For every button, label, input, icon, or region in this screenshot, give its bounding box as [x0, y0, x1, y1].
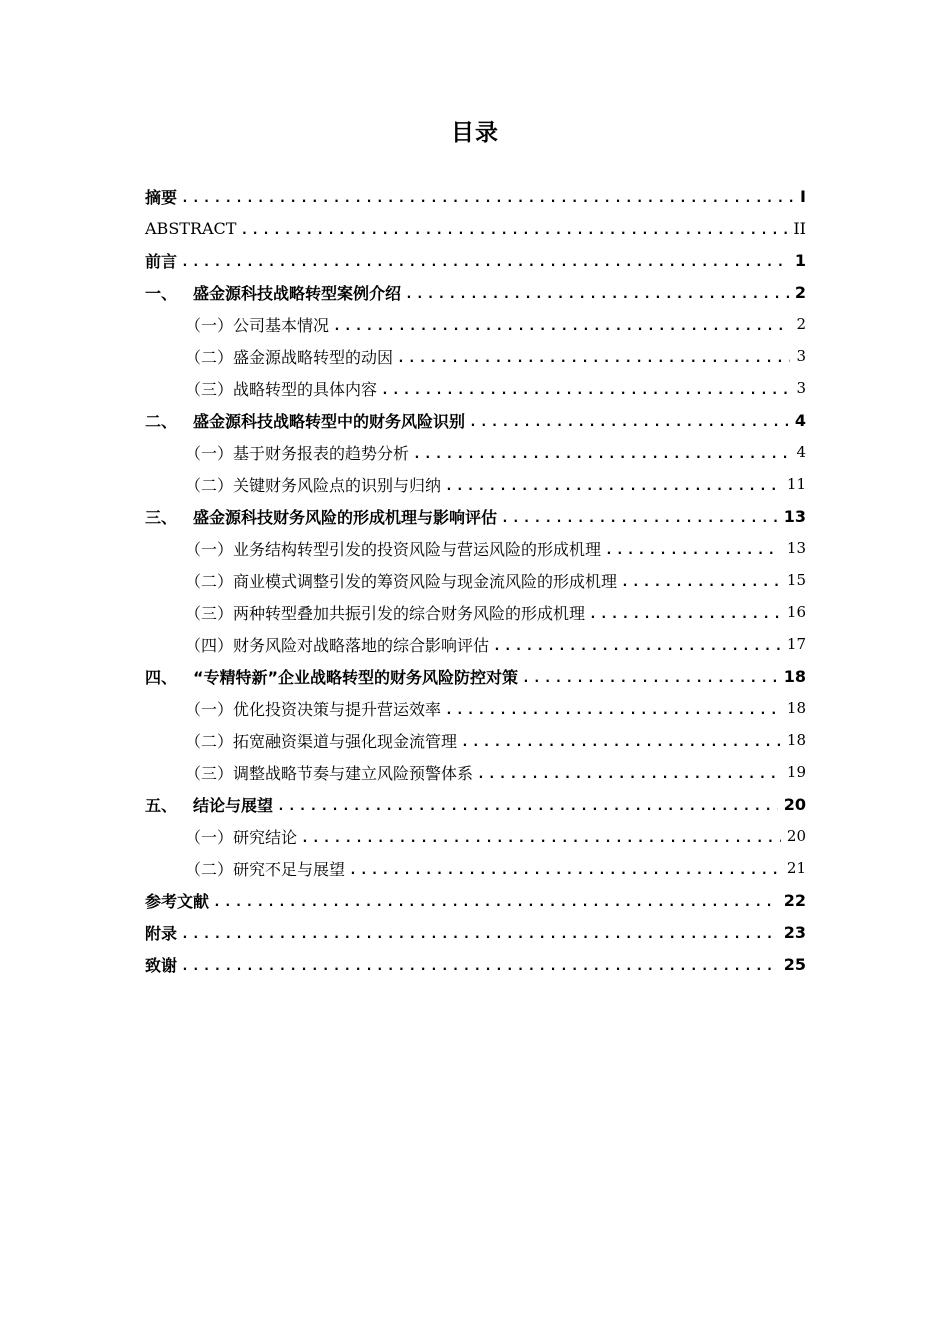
- toc-entry-page: 3: [796, 379, 806, 397]
- toc-entry-chapter-3[interactable]: [145, 500, 806, 532]
- toc-entry-page: 18: [786, 699, 806, 717]
- toc-entry-page: 1: [794, 250, 806, 270]
- toc-entry-text: （二）商业模式调整引发的筹资风险与现金流风险的形成机理: [185, 571, 618, 591]
- toc-entry-page: 13: [786, 539, 806, 557]
- dot-leader: [589, 607, 781, 628]
- toc-entry-text: 摘要: [145, 187, 178, 207]
- toc-entry-section-1-1[interactable]: [145, 308, 806, 340]
- toc-entry-abstract-en[interactable]: [145, 212, 806, 244]
- toc-entry-chapter-4[interactable]: [145, 660, 806, 692]
- toc-entry-page: II: [793, 218, 806, 238]
- dot-leader: [413, 447, 790, 468]
- table-of-contents: [145, 180, 806, 980]
- toc-entry-section-2-1[interactable]: [145, 436, 806, 468]
- toc-entry-text: “专精特新”企业战略转型的财务风险防控对策: [193, 667, 519, 687]
- dot-leader: [605, 543, 781, 564]
- toc-entry-text: （一）优化投资决策与提升营运效率: [185, 699, 442, 719]
- toc-entry-page: 2: [796, 315, 806, 333]
- toc-entry-text: 前言: [145, 251, 178, 271]
- toc-entry-page: 2: [794, 282, 806, 302]
- toc-entry-text: （一）业务结构转型引发的投资风险与营运风险的形成机理: [185, 539, 602, 559]
- toc-entry-text: 附录: [145, 923, 178, 943]
- dot-leader: [522, 671, 778, 692]
- dot-leader: [181, 191, 794, 212]
- toc-entry-page: 15: [786, 571, 806, 589]
- dot-leader: [445, 479, 781, 500]
- toc-entry-page: 18: [786, 731, 806, 749]
- toc-entry-page: 21: [786, 859, 806, 877]
- dot-leader: [349, 863, 781, 884]
- toc-entry-text: （二）盛金源战略转型的动因: [185, 347, 394, 367]
- toc-entry-text: （三）战略转型的具体内容: [185, 379, 378, 399]
- toc-entry-preface[interactable]: [145, 244, 806, 276]
- toc-entry-page: 18: [783, 666, 806, 686]
- toc-entry-section-3-4[interactable]: [145, 628, 806, 660]
- toc-entry-section-3-3[interactable]: [145, 596, 806, 628]
- toc-entry-section-4-3[interactable]: [145, 756, 806, 788]
- dot-leader: [477, 767, 781, 788]
- toc-entry-section-2-2[interactable]: [145, 468, 806, 500]
- dot-leader: [240, 223, 787, 244]
- toc-entry-chapter-5[interactable]: [145, 788, 806, 820]
- dot-leader: [397, 351, 790, 372]
- dot-leader: [469, 415, 789, 436]
- toc-entry-references[interactable]: [145, 884, 806, 916]
- toc-entry-page: 20: [783, 794, 806, 814]
- toc-entry-page: 19: [786, 763, 806, 781]
- toc-entry-page: 17: [786, 635, 806, 653]
- toc-entry-page: 3: [796, 347, 806, 365]
- dot-leader: [461, 735, 781, 756]
- toc-entry-text: （一）研究结论: [185, 827, 298, 847]
- toc-entry-number: 四、: [145, 667, 178, 687]
- toc-entry-text: （四）财务风险对战略落地的综合影响评估: [185, 635, 490, 655]
- toc-entry-page: 23: [783, 922, 806, 942]
- dot-leader: [381, 383, 790, 404]
- toc-entry-text: 结论与展望: [193, 795, 274, 815]
- toc-entry-text: （二）研究不足与展望: [185, 859, 346, 879]
- toc-entry-text: 参考文献: [145, 891, 210, 911]
- toc-entry-text: （三）调整战略节奏与建立风险预警体系: [185, 763, 474, 783]
- toc-entry-page: 13: [783, 506, 806, 526]
- toc-entry-page: 20: [786, 827, 806, 845]
- toc-entry-section-4-2[interactable]: [145, 724, 806, 756]
- toc-entry-text: （二）关键财务风险点的识别与归纳: [185, 475, 442, 495]
- dot-leader: [405, 287, 789, 308]
- toc-entry-section-3-1[interactable]: [145, 532, 806, 564]
- toc-entry-text: （一）基于财务报表的趋势分析: [185, 443, 410, 463]
- dot-leader: [621, 575, 781, 596]
- toc-entry-text: （一）公司基本情况: [185, 315, 330, 335]
- toc-entry-text: 致谢: [145, 955, 178, 975]
- dot-leader: [213, 895, 778, 916]
- toc-entry-acknowledgements[interactable]: [145, 948, 806, 980]
- toc-entry-number: 五、: [145, 795, 178, 815]
- toc-entry-section-4-1[interactable]: [145, 692, 806, 724]
- toc-entry-page: 4: [794, 410, 806, 430]
- toc-entry-text: 盛金源科技战略转型中的财务风险识别: [193, 411, 466, 431]
- toc-entry-section-1-3[interactable]: [145, 372, 806, 404]
- toc-entry-page: 11: [786, 475, 806, 493]
- toc-entry-section-1-2[interactable]: [145, 340, 806, 372]
- toc-entry-page: 25: [783, 954, 806, 974]
- dot-leader: [277, 799, 778, 820]
- toc-entry-section-5-2[interactable]: [145, 852, 806, 884]
- toc-entry-text: 盛金源科技战略转型案例介绍: [193, 283, 402, 303]
- dot-leader: [445, 703, 781, 724]
- toc-entry-text: （三）两种转型叠加共振引发的综合财务风险的形成机理: [185, 603, 586, 623]
- dot-leader: [333, 319, 790, 340]
- toc-entry-text: （二）拓宽融资渠道与强化现金流管理: [185, 731, 458, 751]
- dot-leader: [181, 255, 789, 276]
- toc-entry-page: 22: [783, 890, 806, 910]
- toc-entry-text: 盛金源科技财务风险的形成机理与影响评估: [193, 507, 498, 527]
- dot-leader: [181, 927, 778, 948]
- toc-entry-number: 一、: [145, 283, 178, 303]
- toc-entry-chapter-2[interactable]: [145, 404, 806, 436]
- toc-entry-text: ABSTRACT: [145, 218, 237, 238]
- toc-entry-section-3-2[interactable]: [145, 564, 806, 596]
- page-title: 目录: [451, 120, 499, 146]
- toc-entry-appendix[interactable]: [145, 916, 806, 948]
- toc-entry-section-5-1[interactable]: [145, 820, 806, 852]
- dot-leader: [493, 639, 781, 660]
- toc-entry-abstract-cn[interactable]: [145, 180, 806, 212]
- dot-leader: [181, 959, 778, 980]
- toc-entry-number: 三、: [145, 507, 178, 527]
- dot-leader: [501, 511, 778, 532]
- dot-leader: [301, 831, 781, 852]
- toc-entry-number: 二、: [145, 411, 178, 431]
- toc-entry-page: I: [800, 186, 806, 206]
- toc-entry-page: 4: [796, 443, 806, 461]
- toc-entry-chapter-1[interactable]: [145, 276, 806, 308]
- toc-entry-page: 16: [786, 603, 806, 621]
